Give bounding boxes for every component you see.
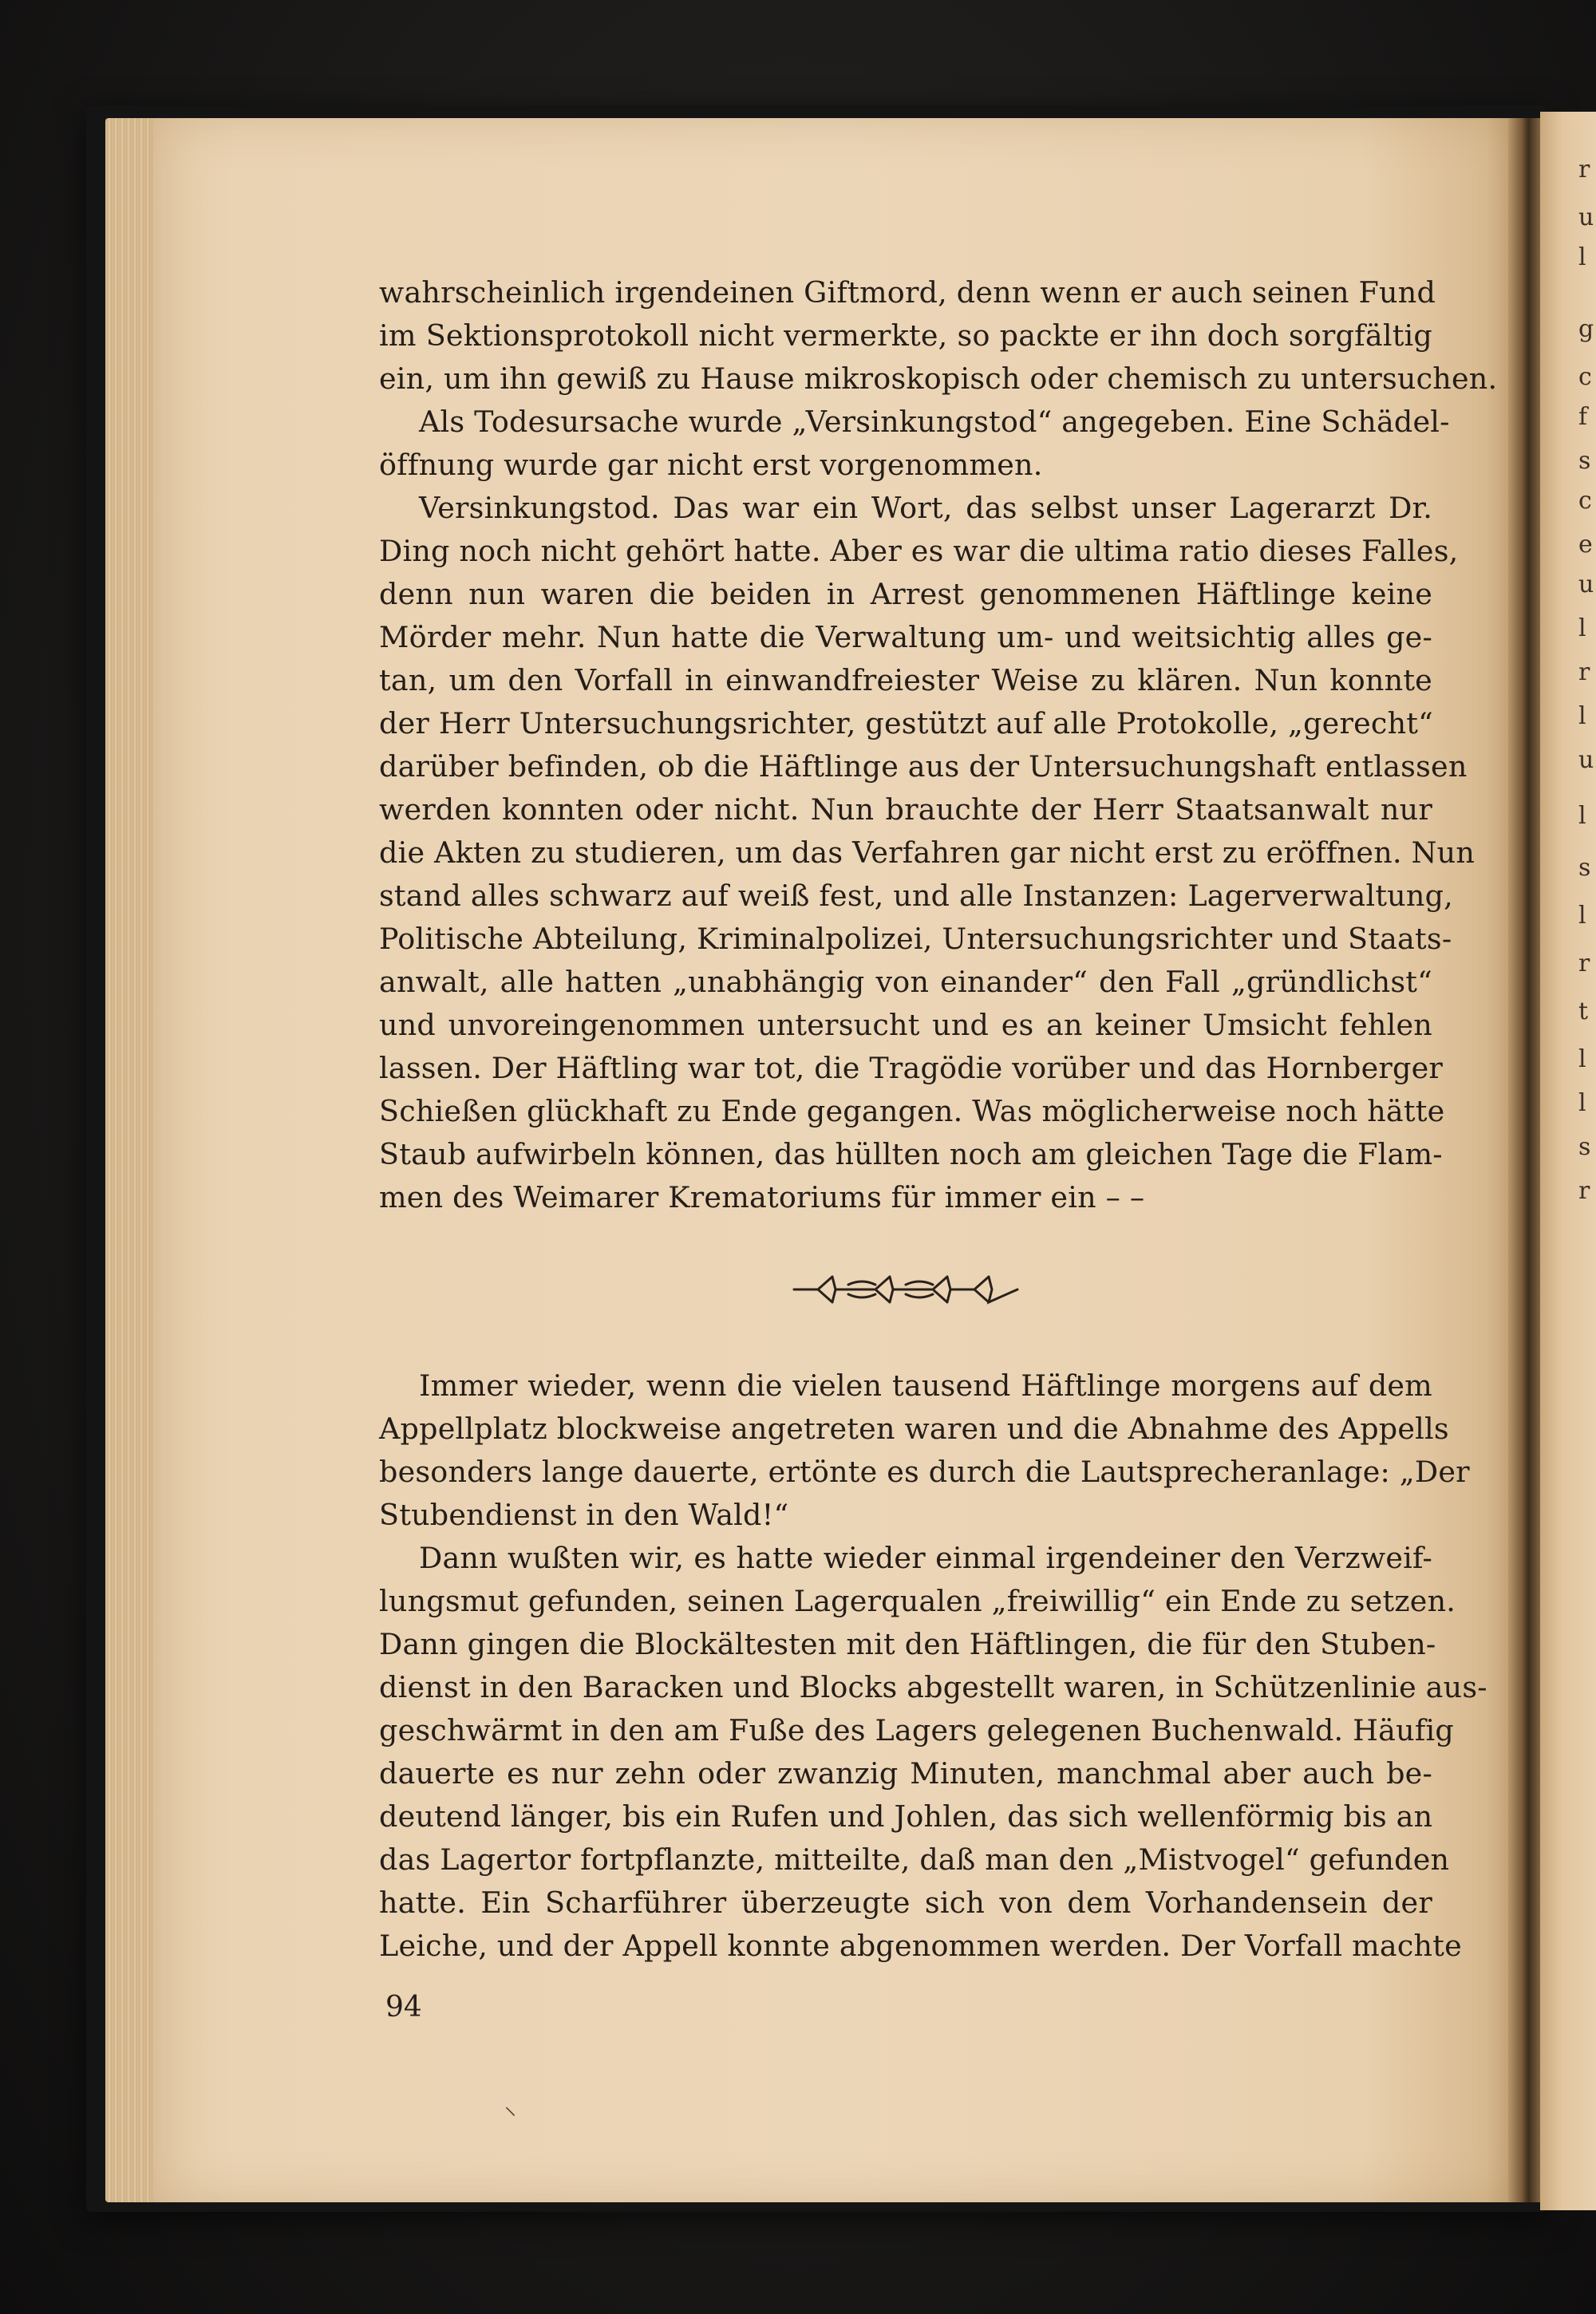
next-page-text-fragment: u bbox=[1578, 571, 1594, 598]
text-line: öffnung wurde gar nicht erst vorgenommen. bbox=[379, 448, 1043, 482]
next-page-text-fragment: r bbox=[1578, 658, 1590, 686]
text-line: Politische Abteilung, Kriminalpolizei, Untersuchungsrichter und Staats- bbox=[379, 922, 1452, 956]
text-line: Appellplatz blockweise angetreten waren und die Abnahme des Appells bbox=[379, 1412, 1449, 1446]
book-page-right-partial bbox=[1540, 112, 1596, 2210]
text-line: stand alles schwarz auf weiß fest, und alle Instanzen: Lagerverwaltung, bbox=[379, 879, 1453, 913]
text-line: und unvoreingenommen untersucht und es an keiner Umsicht fehlen bbox=[379, 1008, 1432, 1042]
text-line: Immer wieder, wenn die vielen tausend Häftlinge morgens auf dem bbox=[419, 1368, 1432, 1403]
page-number: 94 bbox=[385, 1991, 422, 2024]
next-page-text-fragment: t bbox=[1578, 997, 1589, 1025]
next-page-text-fragment: s bbox=[1578, 854, 1591, 882]
next-page-text-fragment: u bbox=[1578, 203, 1594, 231]
text-line: darüber befinden, ob die Häftlinge aus der Untersuchungshaft entlassen bbox=[379, 749, 1468, 784]
pencil-mark: ⸌ bbox=[504, 2103, 516, 2130]
text-line: Schießen glückhaft zu Ende gegangen. Was möglicherweise noch hätte bbox=[379, 1094, 1445, 1128]
text-line: tan, um den Vorfall in einwandfreiester Weise zu klären. Nun konnte bbox=[379, 663, 1432, 697]
next-page-text-fragment: l bbox=[1578, 1089, 1586, 1117]
next-page-text-fragment: r bbox=[1578, 156, 1590, 184]
book-gutter bbox=[1508, 118, 1542, 2202]
text-line: Versinkungstod. Das war ein Wort, das selbst unser Lagerarzt Dr. bbox=[419, 491, 1432, 525]
text-line: denn nun waren die beiden in Arrest genommenen Häftlinge keine bbox=[379, 577, 1432, 611]
next-page-text-fragment: l bbox=[1578, 614, 1586, 642]
next-page-text-fragment: l bbox=[1578, 243, 1586, 271]
text-line: geschwärmt in den am Fuße des Lagers gelegenen Buchenwald. Häufig bbox=[379, 1713, 1454, 1747]
text-line: Mörder mehr. Nun hatte die Verwaltung um- und weitsichtig alles ge- bbox=[379, 620, 1432, 654]
text-line: der Herr Untersuchungsrichter, gestützt auf alle Protokolle, „gerecht“ bbox=[379, 706, 1434, 740]
text-line: besonders lange dauerte, ertönte es durch die Lautsprecheranlage: „Der bbox=[379, 1455, 1470, 1489]
text-line: hatte. Ein Scharführer überzeugte sich von dem Vorhandensein der bbox=[379, 1886, 1432, 1920]
next-page-text-fragment: l bbox=[1578, 1045, 1586, 1073]
main-text-block-2 bbox=[379, 1364, 1487, 1968]
next-page-text-fragment: e bbox=[1578, 531, 1593, 559]
next-page-text-fragment: u bbox=[1578, 746, 1594, 774]
text-line: dauerte es nur zehn oder zwanzig Minuten, manchmal aber auch be- bbox=[379, 1756, 1432, 1791]
next-page-text-fragment: l bbox=[1578, 702, 1586, 730]
text-line: deutend länger, bis ein Rufen und Johlen, das sich wellenförmig bis an bbox=[379, 1799, 1433, 1834]
text-line: Als Todesursache wurde „Versinkungstod“ angegeben. Eine Schädel- bbox=[419, 405, 1450, 439]
next-page-text-fragment: l bbox=[1578, 902, 1586, 930]
next-page-text-fragment: l bbox=[1578, 802, 1586, 830]
text-line: Stubendienst in den Wald!“ bbox=[379, 1498, 789, 1532]
text-line: dienst in den Baracken und Blocks abgestellt waren, in Schützenlinie aus- bbox=[379, 1670, 1487, 1704]
next-page-text-fragment: r bbox=[1578, 1177, 1590, 1205]
next-page-text-fragment: g bbox=[1578, 315, 1594, 343]
ornament-divider-icon bbox=[786, 1267, 1025, 1315]
next-page-text-fragment: r bbox=[1578, 950, 1590, 977]
text-line: Dann wußten wir, es hatte wieder einmal irgendeiner den Verzweif- bbox=[419, 1541, 1432, 1575]
text-line: ein, um ihn gewiß zu Hause mikroskopisch oder chemisch zu untersuchen. bbox=[379, 361, 1498, 396]
text-line: Staub aufwirbeln können, das hüllten noch am gleichen Tage die Flam- bbox=[379, 1137, 1443, 1171]
text-line: men des Weimarer Krematoriums für immer ein – – bbox=[379, 1180, 1145, 1214]
next-page-text-fragment: c bbox=[1578, 487, 1592, 515]
next-page-text-fragment: c bbox=[1578, 363, 1592, 391]
text-line: lassen. Der Häftling war tot, die Tragödie vorüber und das Hornberger bbox=[379, 1051, 1444, 1085]
text-line: im Sektionsprotokoll nicht vermerkte, so packte er ihn doch sorgfältig bbox=[379, 318, 1432, 353]
text-line: Ding noch nicht gehört hatte. Aber es war die ultima ratio dieses Falles, bbox=[379, 534, 1459, 568]
text-line: lungsmut gefunden, seinen Lagerqualen „freiwillig“ ein Ende zu setzen. bbox=[379, 1584, 1456, 1618]
text-line: Dann gingen die Blockältesten mit den Häftlingen, die für den Stuben- bbox=[379, 1627, 1436, 1661]
text-line: wahrscheinlich irgendeinen Giftmord, denn wenn er auch seinen Fund bbox=[379, 275, 1436, 310]
text-line: Leiche, und der Appell konnte abgenommen werden. Der Vorfall machte bbox=[379, 1929, 1462, 1963]
text-line: anwalt, alle hatten „unabhängig von einander“ den Fall „gründlichst“ bbox=[379, 965, 1432, 999]
next-page-text-fragment: s bbox=[1578, 1133, 1591, 1161]
text-line: das Lagertor fortpflanzte, mitteilte, daß man den „Mistvogel“ gefunden bbox=[379, 1842, 1450, 1877]
text-line: werden konnten oder nicht. Nun brauchte der Herr Staatsanwalt nur bbox=[379, 792, 1432, 827]
next-page-text-fragment: s bbox=[1578, 447, 1591, 475]
text-line: die Akten zu studieren, um das Verfahren gar nicht erst zu eröffnen. Nun bbox=[379, 835, 1476, 870]
main-text-block-1 bbox=[379, 271, 1498, 1219]
next-page-text-fragment: f bbox=[1578, 403, 1588, 431]
